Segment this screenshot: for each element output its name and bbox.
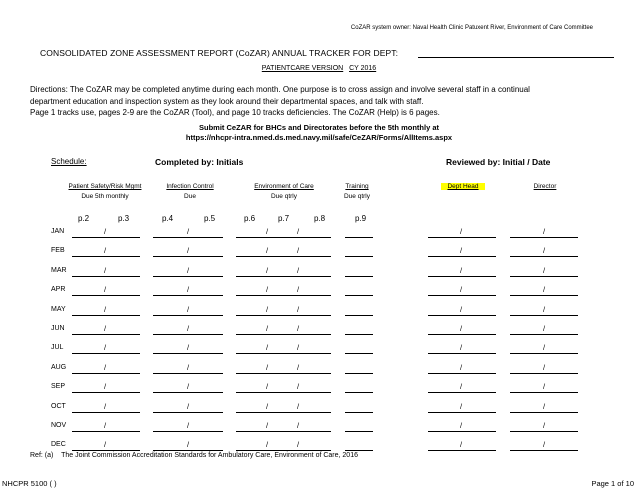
date-separator: / <box>187 265 190 275</box>
directions-line-1: Directions: The CoZAR may be completed anytime during each month. One purpose is to cross assign and involve several staff in a continual <box>30 85 530 94</box>
date-separator: / <box>266 304 269 314</box>
date-separator: / <box>297 440 300 450</box>
entry-blank[interactable] <box>72 256 140 257</box>
date-separator: / <box>187 401 190 411</box>
entry-blank[interactable] <box>72 431 140 432</box>
col-header-title: Patient Safety/Risk Mgmt <box>68 183 142 190</box>
date-separator: / <box>460 285 463 295</box>
date-separator: / <box>297 421 300 430</box>
entry-blank[interactable] <box>345 334 373 335</box>
date-separator: / <box>187 304 190 314</box>
page-label: p.8 <box>314 214 326 223</box>
date-separator: / <box>104 246 107 256</box>
date-separator: / <box>104 382 107 392</box>
date-separator: / <box>460 440 463 450</box>
col-header-due: Due 5th monthly <box>81 193 129 200</box>
entry-blank[interactable] <box>236 276 331 277</box>
date-separator: / <box>297 304 300 314</box>
entry-blank[interactable] <box>345 295 373 296</box>
date-separator: / <box>104 304 107 314</box>
date-separator: / <box>187 343 190 353</box>
date-separator: / <box>266 440 269 450</box>
date-separator: / <box>543 343 546 353</box>
entry-blank[interactable] <box>345 373 373 374</box>
date-separator: / <box>266 401 269 411</box>
month-label: SEP <box>51 383 66 391</box>
submit-url: https://nhcpr-intra.nmed.ds.med.navy.mil/safe/CeZAR/Forms/AllItems.aspx <box>185 133 453 142</box>
form-number: NHCPR 5100 ( ) <box>2 479 57 488</box>
date-separator: / <box>543 324 546 333</box>
report-title: CONSOLIDATED ZONE ASSESSMENT REPORT (CoZAR) ANNUAL TRACKER FOR DEPT: <box>40 48 399 58</box>
entry-blank[interactable] <box>236 295 331 296</box>
entry-blank[interactable] <box>72 412 140 413</box>
date-separator: / <box>460 227 463 236</box>
entry-blank[interactable] <box>510 392 578 393</box>
date-separator: / <box>297 382 300 392</box>
schedule-label: Schedule: <box>51 157 87 166</box>
date-separator: / <box>266 227 269 236</box>
dept-blank-line[interactable] <box>418 57 614 58</box>
directions <box>30 84 530 119</box>
date-separator: / <box>460 343 463 353</box>
submit-line-1: Submit CeZAR for BHCs and Directorates before the 5th monthly at <box>198 123 440 132</box>
month-label: JUL <box>51 344 64 352</box>
date-separator: / <box>187 324 190 333</box>
date-separator: / <box>543 382 546 392</box>
date-separator: / <box>297 227 300 236</box>
date-separator: / <box>460 421 463 430</box>
entry-blank[interactable] <box>428 237 496 238</box>
page-number: Page 1 of 10 <box>591 479 634 488</box>
system-owner: CoZAR system owner: Naval Health Clinic Patuxent River, Environment of Care Committee <box>350 25 593 31</box>
col-header-patient-safety <box>57 182 153 202</box>
date-separator: / <box>187 227 190 236</box>
reference <box>30 452 358 459</box>
directions-line-2: department education and inspection system as they look around their departmental spaces, and talk with staff. <box>30 96 424 106</box>
completed-by-label: Completed by: Initials <box>155 157 244 167</box>
ref-text: The Joint Commission Accreditation Standards for Ambulatory Care, Environment of Care, 2016 <box>61 452 358 459</box>
entry-blank[interactable] <box>428 373 496 374</box>
date-separator: / <box>297 285 300 295</box>
entry-blank[interactable] <box>345 353 373 354</box>
entry-blank[interactable] <box>72 237 140 238</box>
date-separator: / <box>104 285 107 295</box>
date-separator: / <box>187 246 190 256</box>
dept-head-highlight: Dept Head <box>441 183 484 190</box>
entry-blank[interactable] <box>72 334 140 335</box>
entry-blank[interactable] <box>153 431 223 432</box>
entry-blank[interactable] <box>236 334 331 335</box>
col-header-title: Training <box>345 183 369 190</box>
entry-blank[interactable] <box>153 353 223 354</box>
entry-blank[interactable] <box>345 412 373 413</box>
month-label: AUG <box>51 363 67 371</box>
entry-blank[interactable] <box>153 276 223 277</box>
entry-blank[interactable] <box>72 295 140 296</box>
entry-blank[interactable] <box>153 334 223 335</box>
entry-blank[interactable] <box>72 353 140 354</box>
date-separator: / <box>104 421 107 430</box>
entry-blank[interactable] <box>428 431 496 432</box>
date-separator: / <box>104 343 107 353</box>
entry-blank[interactable] <box>428 276 496 277</box>
page-label: p.5 <box>204 214 216 223</box>
entry-blank[interactable] <box>153 295 223 296</box>
date-separator: / <box>460 324 463 333</box>
date-separator: / <box>543 265 546 275</box>
date-separator: / <box>187 362 190 372</box>
page-label: p.6 <box>244 214 256 223</box>
date-separator: / <box>543 421 546 430</box>
version-line <box>0 65 638 72</box>
entry-blank[interactable] <box>428 450 496 451</box>
version-year: CY 2016 <box>349 65 377 72</box>
date-separator: / <box>104 324 107 333</box>
date-separator: / <box>460 362 463 372</box>
date-separator: / <box>543 362 546 372</box>
entry-blank[interactable] <box>428 295 496 296</box>
entry-blank[interactable] <box>236 237 331 238</box>
ref-label: Ref: (a) <box>30 452 54 459</box>
entry-blank[interactable] <box>510 431 578 432</box>
entry-blank[interactable] <box>428 412 496 413</box>
entry-blank[interactable] <box>510 295 578 296</box>
date-separator: / <box>187 440 190 450</box>
date-separator: / <box>543 440 546 450</box>
date-separator: / <box>187 285 190 295</box>
date-separator: / <box>460 304 463 314</box>
entry-blank[interactable] <box>345 256 373 257</box>
entry-blank[interactable] <box>510 276 578 277</box>
date-separator: / <box>266 246 269 256</box>
entry-blank[interactable] <box>236 431 331 432</box>
entry-blank[interactable] <box>428 392 496 393</box>
month-label: APR <box>51 286 66 294</box>
date-separator: / <box>297 362 300 372</box>
col-header-due: Due <box>184 193 196 200</box>
page-label: p.9 <box>355 214 367 223</box>
entry-blank[interactable] <box>510 412 578 413</box>
date-separator: / <box>460 401 463 411</box>
date-separator: / <box>104 265 107 275</box>
entry-blank[interactable] <box>428 256 496 257</box>
date-separator: / <box>266 343 269 353</box>
col-header-due: Due qtrly <box>343 193 370 200</box>
date-separator: / <box>187 421 190 430</box>
entry-blank[interactable] <box>72 276 140 277</box>
date-separator: / <box>543 227 546 236</box>
entry-blank[interactable] <box>345 392 373 393</box>
page-label: p.4 <box>162 214 174 223</box>
date-separator: / <box>266 362 269 372</box>
entry-blank[interactable] <box>236 353 331 354</box>
entry-blank[interactable] <box>510 256 578 257</box>
entry-blank[interactable] <box>510 237 578 238</box>
date-separator: / <box>297 324 300 333</box>
date-separator: / <box>460 382 463 392</box>
date-separator: / <box>297 401 300 411</box>
page-label: p.2 <box>78 214 90 223</box>
reviewed-by-label: Reviewed by: Initial / Date <box>446 157 551 167</box>
entry-blank[interactable] <box>236 412 331 413</box>
col-header-due: Due qtrly <box>270 193 297 200</box>
date-separator: / <box>543 304 546 314</box>
col-header-environment-of-care <box>236 182 332 202</box>
month-label: MAY <box>51 305 66 313</box>
page-label: p.3 <box>118 214 130 223</box>
month-label: JAN <box>51 228 65 235</box>
date-separator: / <box>187 382 190 392</box>
month-label: FEB <box>51 247 65 255</box>
entry-blank[interactable] <box>153 412 223 413</box>
entry-blank[interactable] <box>428 334 496 335</box>
entry-blank[interactable] <box>345 315 373 316</box>
entry-blank[interactable] <box>236 392 331 393</box>
entry-blank[interactable] <box>153 373 223 374</box>
entry-blank[interactable] <box>236 315 331 316</box>
date-separator: / <box>297 246 300 256</box>
col-header-training <box>334 182 380 202</box>
submit-instructions <box>0 123 638 143</box>
date-separator: / <box>266 324 269 333</box>
page-label: p.7 <box>278 214 290 223</box>
entry-blank[interactable] <box>510 450 578 451</box>
entry-blank[interactable] <box>345 276 373 277</box>
entry-blank[interactable] <box>510 353 578 354</box>
date-separator: / <box>543 285 546 295</box>
col-header-title: Environment of Care <box>254 183 314 190</box>
date-separator: / <box>104 401 107 411</box>
date-separator: / <box>104 227 107 236</box>
entry-blank[interactable] <box>72 392 140 393</box>
date-separator: / <box>543 246 546 256</box>
month-label: NOV <box>51 422 67 429</box>
date-separator: / <box>266 285 269 295</box>
entry-blank[interactable] <box>428 315 496 316</box>
month-label: OCT <box>51 402 66 410</box>
month-label: DEC <box>51 441 66 449</box>
entry-blank[interactable] <box>236 256 331 257</box>
col-header-title: Infection Control <box>166 183 214 190</box>
directions-line-3: Page 1 tracks use, pages 2-9 are the CoZAR (Tool), and page 10 tracks deficiencies. The CoZAR (Help) is 6 pages. <box>30 108 440 117</box>
entry-blank[interactable] <box>153 256 223 257</box>
entry-blank[interactable] <box>153 315 223 316</box>
version-label: PATIENTCARE VERSION <box>261 65 344 72</box>
date-separator: / <box>104 362 107 372</box>
entry-blank[interactable] <box>72 373 140 374</box>
entry-blank[interactable] <box>72 315 140 316</box>
date-separator: / <box>460 265 463 275</box>
entry-blank[interactable] <box>510 315 578 316</box>
date-separator: / <box>266 265 269 275</box>
entry-blank[interactable] <box>510 373 578 374</box>
date-separator: / <box>543 401 546 411</box>
entry-blank[interactable] <box>153 392 223 393</box>
entry-blank[interactable] <box>510 334 578 335</box>
date-separator: / <box>297 343 300 353</box>
month-label: MAR <box>51 266 67 274</box>
entry-blank[interactable] <box>153 237 223 238</box>
entry-blank[interactable] <box>428 353 496 354</box>
entry-blank[interactable] <box>345 431 373 432</box>
date-separator: / <box>266 421 269 430</box>
col-header-title: Director <box>533 183 557 190</box>
entry-blank[interactable] <box>345 237 373 238</box>
date-separator: / <box>266 382 269 392</box>
date-separator: / <box>460 246 463 256</box>
date-separator: / <box>104 440 107 450</box>
date-separator: / <box>297 265 300 275</box>
month-label: JUN <box>51 325 65 332</box>
col-header-infection-control <box>150 182 230 202</box>
col-header-director <box>510 182 580 192</box>
col-header-dept-head <box>425 182 501 192</box>
entry-blank[interactable] <box>236 373 331 374</box>
